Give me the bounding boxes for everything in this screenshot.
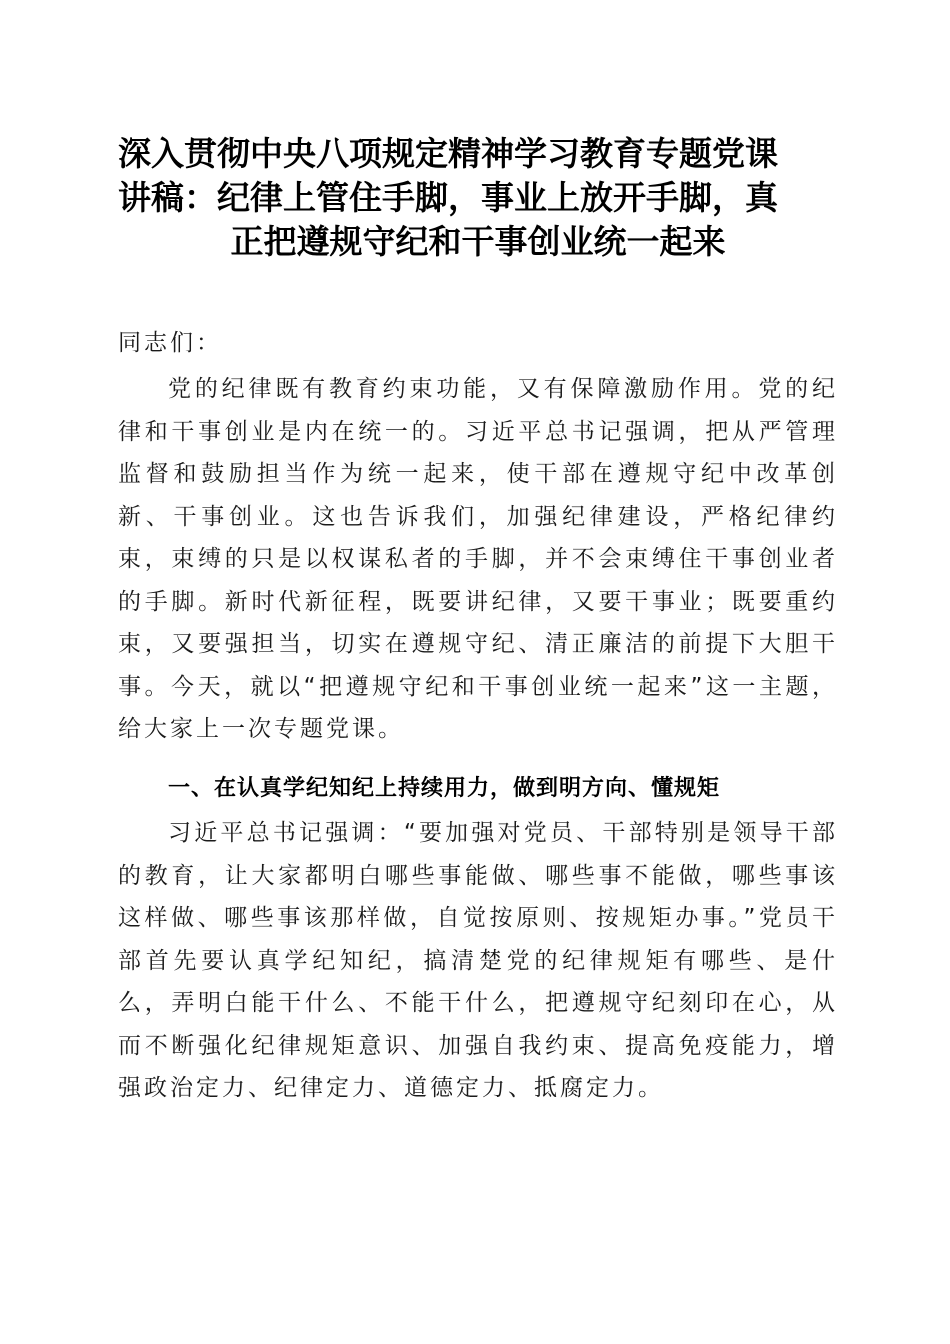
title-line-1: 深入贯彻中央八项规定精神学习教育专题党课 [118,134,778,173]
title-line-2: 讲稿：纪律上管住手脚，事业上放开手脚，真 [118,178,778,217]
paragraph-intro: 党的纪律既有教育约束功能，又有保障激励作用。党的纪律和干事创业是内在统一的。习近平总书记强调，把从严管理监督和鼓励担当作为统一起来，使干部在遵规守纪中改革创新、干事创业。这也告诉我们，加强纪律建设，严格纪律约束，束缚的只是以权谋私者的手脚，并不会束缚住干事创业者的手脚。新时代新征程，既要讲纪律，又要干事业；既要重约束，又要强担当，切实在遵规守纪、清正廉洁的前提下大胆干事。今天，就以“把遵规守纪和干事创业统一起来”这一主题，给大家上一次专题党课。 [118,376,838,742]
paragraph-section-1: 习近平总书记强调：“要加强对党员、干部特别是领导干部的教育，让大家都明白哪些事能做、哪些事不能做，哪些事该这样做、哪些事该那样做，自觉按原则、按规矩办事。”党员干部首先要认真学纪知纪，搞清楚党的纪律规矩有哪些、是什么，弄明白能干什么、不能干什么，把遵规守纪刻印在心，从而不断强化纪律规矩意识、加强自我约束、提高免疫能力，增强政治定力、纪律定力、道德定力、抵腐定力。 [118,820,838,1101]
section-heading-1: 一、在认真学纪知纪上持续用力，做到明方向、懂规矩 [168,776,721,801]
salutation: 同志们： [118,330,222,356]
document-title [118,132,838,264]
title-line-3: 正把遵规守纪和干事创业统一起来 [230,222,726,261]
